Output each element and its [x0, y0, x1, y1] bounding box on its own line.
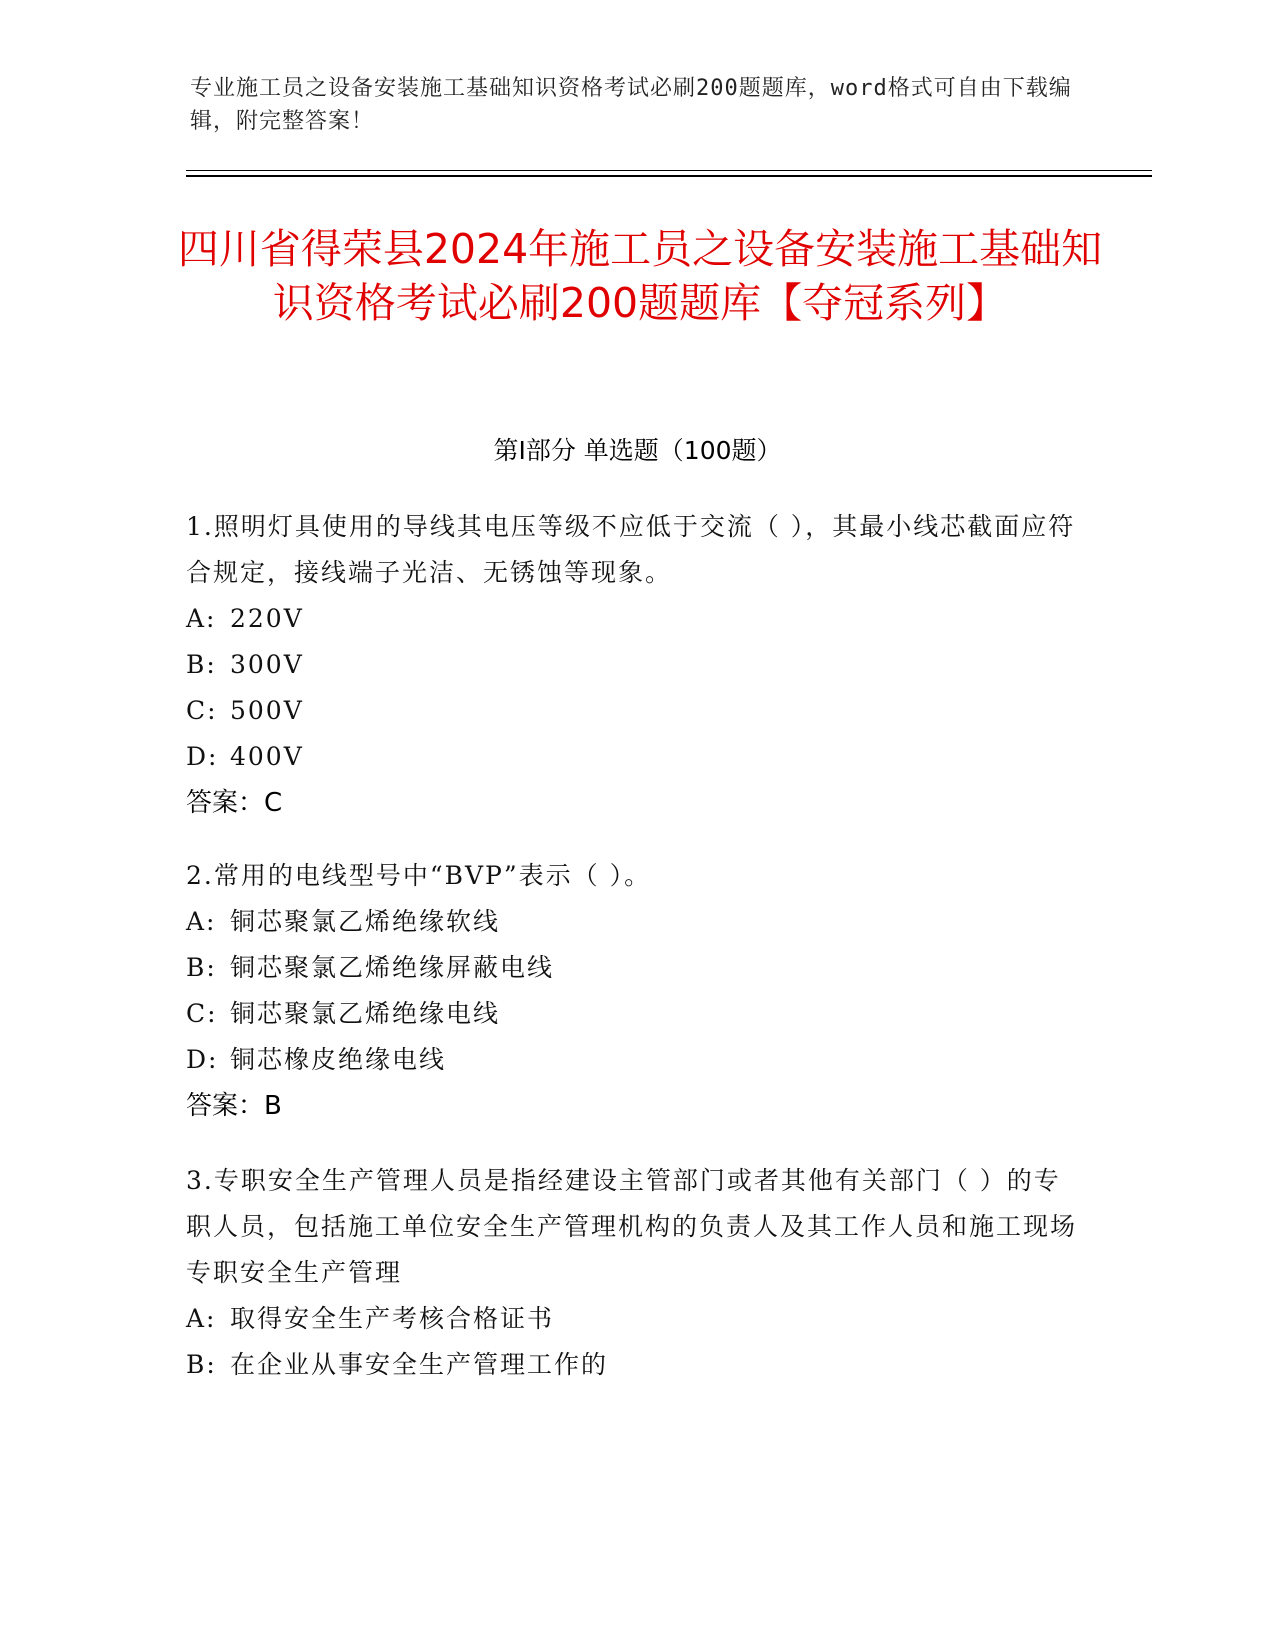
answer-label: 答案：C — [186, 788, 283, 818]
question-stem: 3.专职安全生产管理人员是指经建设主管部门或者其他有关部门（ ）的专职人员，包括施工单位安全生产管理机构的负责人及其工作人员和施工现场专职安全生产管理 — [186, 1166, 1078, 1287]
question-2 — [186, 853, 1086, 1129]
option-text: 500V — [230, 696, 304, 725]
question-stem: 2.常用的电线型号中“BVP”表示（ ）。 — [186, 861, 652, 890]
option-d — [186, 734, 1086, 780]
option-text: 取得安全生产考核合格证书 — [230, 1304, 555, 1333]
option-letter: C: — [186, 696, 218, 725]
header-rule-thick — [186, 175, 1152, 177]
option-b — [186, 945, 1086, 991]
option-letter: B: — [186, 650, 217, 679]
header-note: 专业施工员之设备安装施工基础知识资格考试必刷200题题库，word格式可自由下载编辑，附完整答案！ — [190, 76, 1072, 134]
option-text: 400V — [230, 742, 304, 771]
section-heading: 第I部分 单选题（100题） — [493, 436, 782, 465]
option-letter: C: — [186, 999, 218, 1028]
option-a — [186, 899, 1086, 945]
option-letter: A: — [186, 907, 217, 936]
option-letter: B: — [186, 953, 217, 982]
option-a — [186, 596, 1086, 642]
option-d — [186, 1037, 1086, 1083]
option-text: 铜芯聚氯乙烯绝缘电线 — [230, 999, 501, 1028]
option-c — [186, 688, 1086, 734]
option-letter: D: — [186, 742, 219, 771]
option-c — [186, 991, 1086, 1037]
option-b — [186, 1342, 1086, 1388]
option-letter: D: — [186, 1045, 219, 1074]
option-text: 220V — [230, 604, 304, 633]
question-3 — [186, 1158, 1086, 1388]
option-text: 铜芯橡皮绝缘电线 — [230, 1045, 447, 1074]
option-text: 在企业从事安全生产管理工作的 — [230, 1350, 609, 1379]
document-title: 四川省得荣县2024年施工员之设备安装施工基础知识资格考试必刷200题题库【夺冠系列】 — [177, 225, 1103, 327]
option-text: 300V — [230, 650, 304, 679]
option-letter: A: — [186, 1304, 217, 1333]
option-letter: A: — [186, 604, 217, 633]
option-b — [186, 642, 1086, 688]
option-a — [186, 1296, 1086, 1342]
answer-label: 答案：B — [186, 1091, 282, 1121]
question-1 — [186, 504, 1086, 826]
option-letter: B: — [186, 1350, 217, 1379]
option-text: 铜芯聚氯乙烯绝缘屏蔽电线 — [230, 953, 555, 982]
question-stem: 1.照明灯具使用的导线其电压等级不应低于交流（ ），其最小线芯截面应符合规定，接线端子光洁、无锈蚀等现象。 — [186, 512, 1076, 587]
header-rule-thin — [186, 170, 1152, 171]
option-text: 铜芯聚氯乙烯绝缘软线 — [230, 907, 501, 936]
